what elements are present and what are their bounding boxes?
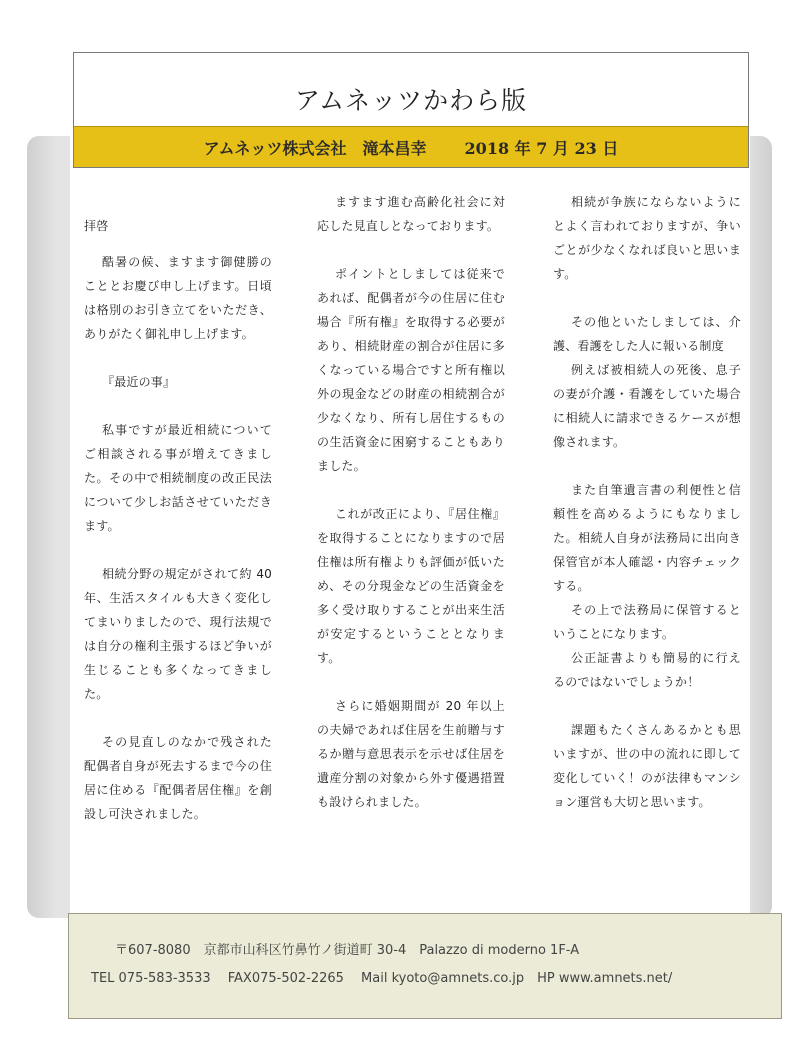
paragraph: その他といたしましては、介護、看護をした人に報いる制度	[553, 315, 741, 353]
footer-contact: TEL 075-583-3533 FAX075-502-2265 Mail kyoto@amnets.co.jp HP www.amnets.net/	[91, 971, 673, 986]
paragraph: 例えば被相続人の死後、息子の妻が介護・看護をしていた場合に相続人に請求できるケースが想像されます。	[553, 363, 741, 449]
paragraph: これが改正により、『居住権』を取得することになりますので居住権は所有権よりも評価が低いため、その分現金などの生活資金を多く受け取りすることが出来生活が安定するということとなります。	[317, 507, 505, 665]
paragraph: また自筆遺言書の利便性と信頼性を高めるようにもなりました。相続人自身が法務局に出向き保管官が本人確認・内容チェックする。	[553, 483, 741, 593]
paragraph: 酷暑の候、ますます御健勝のこととお慶び申し上げます。日頃は格別のお引き立てをいただき、ありがたく御礼申し上げます。	[84, 255, 272, 341]
article-column-2	[317, 190, 505, 838]
paragraph: ポイントとしましては従来であれば、配偶者が今の住居に住む場合『所有権』を取得する必要があり、相続財産の割合が住居に多くなっている場合ですと所有権以外の現金などの財産の相続割合が少なくなり、所有し居住するものの生活資金に困窮することもありました。	[317, 267, 505, 473]
paragraph: 課題もたくさんあるかとも思いますが、世の中の流れに即して変化していく！のが法律もマンション運営も大切と思います。	[553, 723, 741, 809]
section-heading: 『最近の事』	[102, 375, 176, 389]
paragraph: さらに婚姻期間が 20 年以上の夫婦であれば住居を生前贈与するか贈与意思表示を示せば住居を遺産分割の対象から外す優遇措置も設けられました。	[317, 699, 505, 809]
article-column-3	[553, 190, 741, 838]
greeting: 拝啓	[84, 219, 109, 233]
paragraph: 私事ですが最近相続についてご相談される事が増えてきました。その中で相続制度の改正民法について少しお話させていただきます。	[84, 423, 272, 533]
paragraph: 公正証書よりも簡易的に行えるのではないでしょうか！	[553, 651, 741, 689]
company-author: アムネッツ株式会社 滝本昌幸	[203, 138, 427, 158]
newsletter-title: アムネッツかわら版	[294, 86, 528, 115]
paragraph: 相続が争族にならないようにとよく言われておりますが、争いごとが少なくなれば良いと思います。	[553, 195, 741, 281]
newsletter-header	[73, 52, 749, 168]
paragraph: 相続分野の規定がされて約 40 年、生活スタイルも大きく変化してまいりましたので、現行法規では自分の権利主張するほど争いが生じることも多くなってきました。	[84, 567, 272, 701]
footer-address: 〒607-8080 京都市山科区竹鼻竹ノ街道町 30-4 Palazzo di moderno 1F-A	[115, 943, 580, 958]
article-column-1	[84, 214, 272, 850]
contact-footer	[68, 913, 782, 1019]
paragraph: その上で法務局に保管するということになります。	[553, 603, 741, 641]
byline-bar	[74, 126, 748, 167]
paragraph: ますます進む高齢化社会に対応した見直しとなっております。	[317, 195, 505, 233]
issue-date: 2018 年 7 月 23 日	[464, 138, 619, 158]
paragraph: その見直しのなかで残された配偶者自身が死去するまで今の住居に住める『配偶者居住権』を創設し可決されました。	[84, 735, 272, 821]
